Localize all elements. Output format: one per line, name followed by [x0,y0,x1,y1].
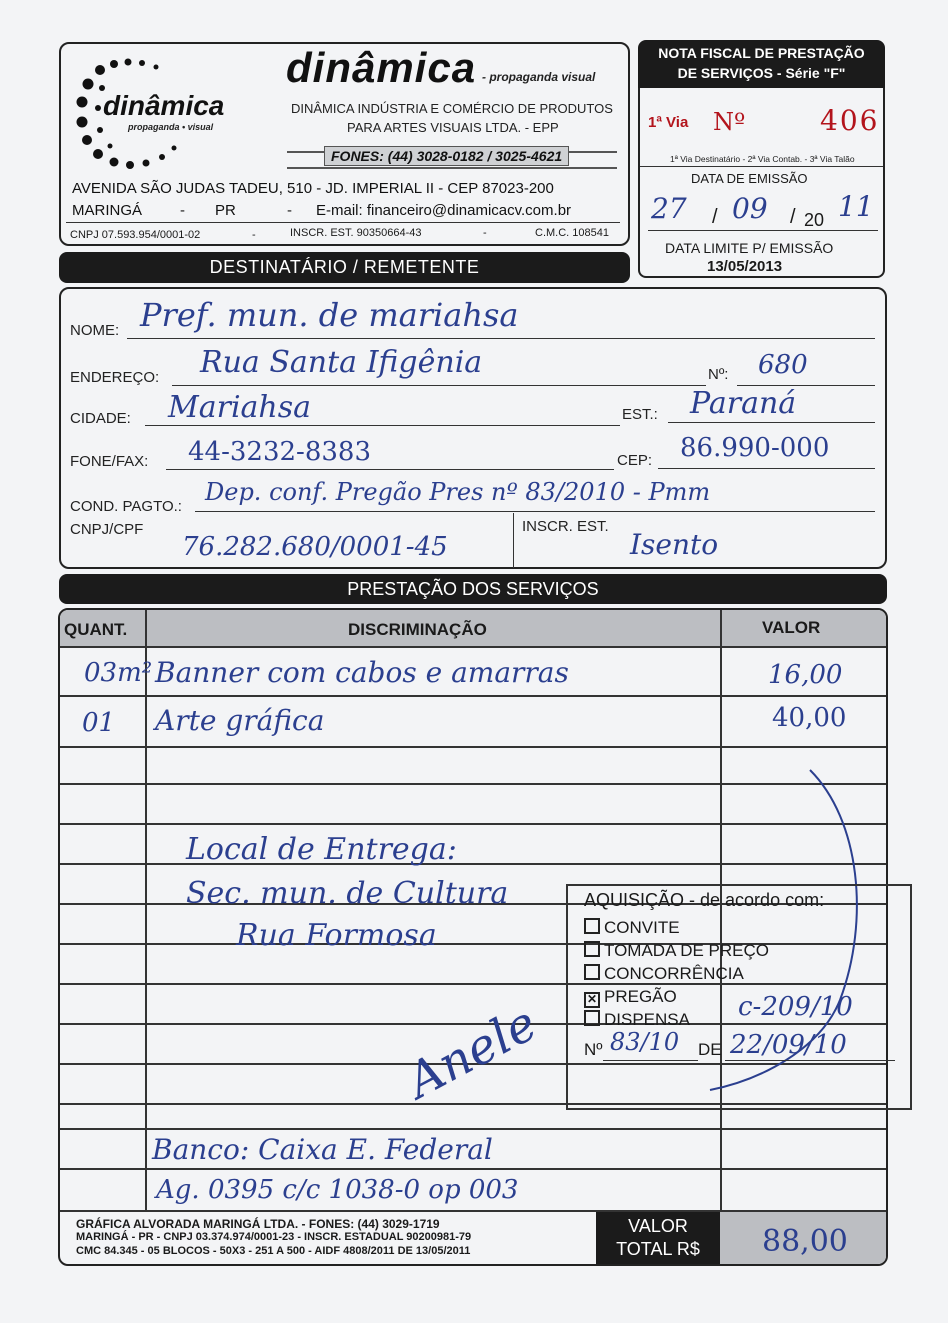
recipient-address-label: ENDEREÇO: [70,369,160,386]
recipient-city-underline [145,425,620,426]
item-qty: 01 [82,708,116,738]
recipient-name: Pref. mun. de mariahsa [140,296,519,334]
invoice-title-1: NOTA FISCAL DE PRESTAÇÃO [658,45,865,61]
item-desc: Banner com cabos e amarras [155,656,569,689]
invoice-divider [640,166,883,167]
recipient-state-label: EST.: [622,406,658,423]
total-value: 88,00 [762,1224,848,1259]
total-label-2: TOTAL R$ [616,1239,700,1259]
recipient-address: Rua Santa Ifigênia [200,345,483,380]
company-legal-name-1: DINÂMICA INDÚSTRIA E COMÉRCIO DE PRODUTOS [291,101,613,116]
stamp-option-label: CONVITE [604,918,680,937]
recipient-insc-label: INSCR. EST. [522,518,609,535]
stamp-option-concorrencia [584,964,744,984]
item-desc: Arte gráfica [155,704,325,737]
delivery-line2: Rua Formosa [236,918,437,953]
stamp-no-value: 83/10 [610,1028,680,1056]
invoice-limit-date: 13/05/2013 [707,258,783,275]
recipient-number: 680 [758,350,808,380]
recipient-name-label: NOME: [70,322,120,339]
item-value: 40,00 [772,703,847,733]
recipient-phone-label: FONE/FAX: [70,453,149,470]
invoice-title-bar [638,40,885,88]
printer-line2: MARINGÁ - PR - CNPJ 03.374.974/0001-23 - INSCR. ESTADUAL 90200981-79 [76,1231,472,1243]
row-divider [60,1128,886,1130]
recipient-name-underline [127,338,875,339]
recipient-number-label: Nº: [708,366,729,383]
stamp-option-tomada [584,941,769,961]
stamp-option-convite [584,918,680,938]
row-divider [60,646,886,648]
services-header-bar: PRESTAÇÃO DOS SERVIÇOS [59,574,887,604]
recipient-phone: 44-3232-8383 [188,437,371,467]
item-qty: 03m² [84,658,153,688]
date-underline [648,230,878,231]
separator-dash: - [252,229,256,241]
recipient-header-bar: DESTINATÁRIO / REMETENTE [59,252,630,283]
company-address: AVENIDA SÃO JUDAS TADEU, 510 - JD. IMPERIAL II - CEP 87023-200 [72,180,554,197]
total-label-1: VALOR [628,1216,688,1236]
stamp-option-label: DISPENSA [604,1010,690,1029]
row-divider [60,1168,886,1170]
delivery-line1: Sec. mun. de Cultura [186,876,509,911]
checkbox-icon [584,918,600,934]
stamp-option-dispensa [584,1010,690,1030]
stamp-option-pregao [584,987,677,1008]
bank-line1: Banco: Caixa E. Federal [152,1133,493,1166]
recipient-address-underline [172,385,706,386]
company-cmc: C.M.C. 108541 [535,227,609,239]
company-phones: FONES: (44) 3028-0182 / 3025-4621 [324,146,569,166]
company-brand-suffix: - propaganda visual [482,70,596,84]
company-divider [66,222,620,223]
stamp-de-label: DE [698,1040,722,1059]
company-email: E-mail: financeiro@dinamicacv.com.br [316,202,572,219]
recipient-state: Paraná [690,386,797,421]
stamp-de-value: 22/09/10 [730,1030,847,1060]
date-slash: / [712,206,718,228]
printer-line3: CMC 84.345 - 05 BLOCOS - 50X3 - 251 A 500 - AIDF 4808/2011 DE 13/05/2011 [76,1245,471,1257]
invoice-date-label: DATA DE EMISSÃO [691,171,808,186]
col-divider-qty [145,610,147,1210]
stamp-option-label: PREGÃO [604,987,677,1006]
recipient-state-underline [668,422,875,423]
printer-line1: GRÁFICA ALVORADA MARINGÁ LTDA. - FONES: (44) 3029-1719 [76,1217,440,1231]
recipient-cnpj: 76.282.680/0001-45 [182,532,448,562]
date-slash: / [790,206,796,228]
checkbox-icon [584,1010,600,1026]
stamp-option-label: CONCORRÊNCIA [604,964,744,983]
invoice-date-year-suffix: 11 [838,190,874,223]
invoice-date-day: 27 [651,192,687,225]
invoice-date-year-prefix: 20 [804,210,825,230]
checkbox-icon [584,941,600,957]
company-legal-name-2: PARA ARTES VISUAIS LTDA. - EPP [347,120,559,135]
stamp-option-label: TOMADA DE PREÇO [604,941,769,960]
recipient-payment-label: COND. PAGTO.: [70,498,182,515]
logo-script-name: dinâmica [103,90,225,121]
company-city: MARINGÁ [72,202,143,219]
item-value: 16,00 [768,660,843,690]
invoice-number-label: Nº [713,108,746,136]
invoice-limit-label: DATA LIMITE P/ EMISSÃO [665,240,834,256]
total-label-box [596,1212,720,1264]
stamp-no-label: Nº [584,1040,603,1059]
invoice-via: 1ª Via [648,114,689,131]
recipient-cep: 86.990-000 [680,433,830,463]
delivery-label: Local de Entrega: [186,832,457,867]
checked-box-icon: ✕ [584,992,600,1008]
recipient-cnpj-label: CNPJ/CPF [70,521,144,538]
company-brand: dinâmica [286,44,477,91]
recipient-cep-label: CEP: [617,452,653,469]
company-cnpj: CNPJ 07.593.954/0001-02 [70,229,201,241]
stamp-no-underline [603,1060,698,1061]
invoice-title-2: DE SERVIÇOS - Série "F" [677,65,846,81]
signature: Anele [398,995,546,1110]
recipient-city-label: CIDADE: [70,410,131,427]
checkbox-icon [584,964,600,980]
invoice-date-month: 09 [732,192,768,225]
stamp-title: AQUISIÇÃO - de acordo com: [584,890,825,910]
row-divider [60,746,886,748]
company-insc-est: INSCR. EST. 90350664-43 [290,227,422,239]
stamp-side-note: c-209/10 [738,992,853,1022]
recipient-cep-underline [658,468,875,469]
recipient-city: Mariahsa [168,390,312,425]
recipient-phone-underline [166,469,614,470]
company-state: PR [215,202,236,219]
bank-line2: Ag. 0395 c/c 1038-0 op 003 [156,1175,519,1205]
logo-tagline: propaganda • visual [128,122,214,132]
col-qty-header: QUANT. [64,620,128,639]
col-value-header: VALOR [762,618,821,637]
separator-dash: - [180,202,185,219]
row-divider [60,695,886,697]
recipient-cnpj-divider [513,513,514,568]
separator-dash: - [287,202,292,219]
separator-dash: - [483,227,487,239]
stamp-de-underline [725,1060,895,1061]
invoice-number: 406 [820,104,880,137]
recipient-payment: Dep. conf. Pregão Pres nº 83/2010 - Pmm [205,478,711,506]
col-desc-header: DISCRIMINAÇÃO [348,620,487,639]
recipient-insc: Isento [630,528,719,561]
recipient-payment-underline [195,511,875,512]
invoice-via-note: 1ª Via Destinatário - 2ª Via Contab. - 3ª Via Talão [670,154,855,164]
